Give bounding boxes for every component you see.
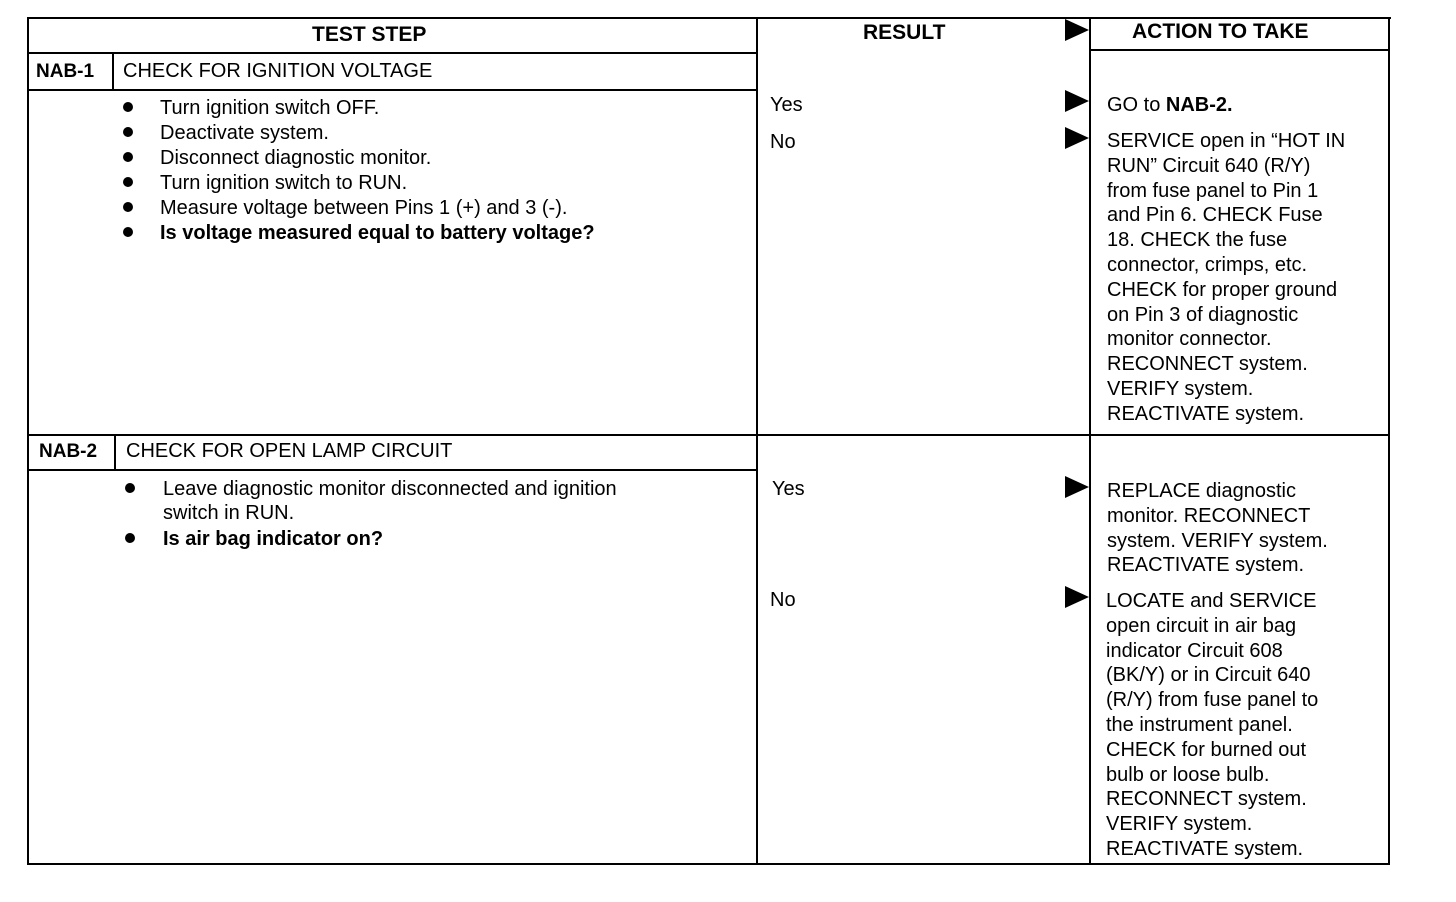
bullet-icon (123, 227, 133, 237)
step2-bullet-1-cont: switch in RUN. (163, 502, 295, 524)
action-line: VERIFY system. (1106, 813, 1253, 836)
step1-id: NAB-1 (36, 61, 95, 82)
bullet-icon (123, 202, 133, 212)
step1-result-no: No (770, 131, 796, 153)
column-divider-action (1089, 17, 1091, 865)
step1-question: Is voltage measured equal to battery voltage? (160, 222, 595, 244)
result-arrow-icon (1065, 476, 1089, 498)
action-line: SERVICE open in “HOT IN (1107, 130, 1346, 152)
bullet-icon (125, 533, 135, 543)
table-border-top (28, 17, 1391, 19)
step2-result-no: No (770, 589, 796, 611)
action-line: LOCATE and SERVICE (1106, 590, 1317, 612)
step1-bullet-2: Deactivate system. (160, 122, 329, 144)
action-line: connector, crimps, etc. (1107, 253, 1308, 276)
action-line: REPLACE diagnostic (1107, 480, 1296, 502)
action-line: REACTIVATE system. (1106, 837, 1304, 860)
step1-bullet-5: Measure voltage between Pins 1 (+) and 3 (-). (160, 197, 568, 219)
step2-no-action (1106, 589, 1318, 862)
action-line: REACTIVATE system. (1107, 402, 1305, 425)
result-arrow-icon (1065, 127, 1089, 149)
result-arrow-icon (1065, 90, 1089, 112)
bullet-icon (123, 177, 133, 187)
action-line: RECONNECT system. (1107, 353, 1308, 376)
step2-id: NAB-2 (39, 441, 98, 462)
step1-bullet-4: Turn ignition switch to RUN. (160, 172, 408, 194)
bullet-icon (125, 483, 135, 493)
action-text: GO to (1107, 94, 1166, 116)
table-border-left (27, 17, 29, 865)
step1-bullet-1: Turn ignition switch OFF. (160, 97, 380, 119)
action-line: RUN” Circuit 640 (R/Y) (1107, 154, 1311, 177)
result-arrow-icon (1065, 586, 1089, 608)
action-line: system. VERIFY system. (1107, 529, 1328, 552)
action-line: the instrument panel. (1106, 713, 1293, 736)
step2-question: Is air bag indicator on? (163, 528, 384, 550)
step2-title: CHECK FOR OPEN LAMP CIRCUIT (126, 440, 453, 462)
action-line: RECONNECT system. (1106, 788, 1307, 811)
action-line: (R/Y) from fuse panel to (1106, 689, 1319, 712)
action-line: bulb or loose bulb. (1106, 763, 1270, 786)
column-divider-result (756, 17, 758, 865)
action-line: VERIFY system. (1107, 377, 1254, 400)
action-line: and Pin 6. CHECK Fuse (1107, 204, 1323, 227)
bullet-icon (123, 102, 133, 112)
action-line: CHECK for proper ground (1107, 278, 1338, 301)
action-line: monitor. RECONNECT (1107, 504, 1311, 527)
action-line: (BK/Y) or in Circuit 640 (1106, 664, 1311, 687)
bullet-icon (123, 127, 133, 137)
step1-id-divider (112, 54, 114, 90)
action-line: indicator Circuit 608 (1106, 639, 1283, 662)
header-divider-action (1090, 49, 1390, 51)
step2-bullet-1: Leave diagnostic monitor disconnected and ignition (163, 478, 617, 500)
header-test-step: TEST STEP (312, 23, 427, 46)
table-border-right (1388, 17, 1390, 865)
step1-title: CHECK FOR IGNITION VOLTAGE (123, 60, 433, 82)
step2-result-yes: Yes (772, 478, 805, 500)
step1-yes-action (1107, 93, 1233, 118)
step2-yes-action (1107, 479, 1328, 578)
step1-no-action (1107, 129, 1345, 427)
step1-bullet-3: Disconnect diagnostic monitor. (160, 147, 432, 169)
step1-result-yes: Yes (770, 94, 803, 116)
goto-step-link: NAB-2. (1165, 94, 1233, 116)
header-arrow-icon (1065, 19, 1089, 41)
action-line: monitor connector. (1107, 328, 1272, 351)
section-divider (28, 434, 1390, 436)
header-divider (28, 52, 758, 54)
step2-id-divider (114, 435, 116, 470)
action-line: REACTIVATE system. (1107, 554, 1305, 577)
step1-title-divider (28, 89, 758, 91)
bullet-icon (123, 152, 133, 162)
action-line: from fuse panel to Pin 1 (1107, 179, 1319, 202)
step2-title-divider (28, 469, 758, 471)
action-line: CHECK for burned out (1106, 738, 1307, 761)
header-result: RESULT (863, 21, 946, 44)
table-border-bottom (28, 863, 1389, 865)
action-line: open circuit in air bag (1106, 614, 1297, 637)
action-line: 18. CHECK the fuse (1107, 229, 1288, 252)
action-line: on Pin 3 of diagnostic (1107, 303, 1299, 326)
header-action: ACTION TO TAKE (1132, 20, 1309, 43)
